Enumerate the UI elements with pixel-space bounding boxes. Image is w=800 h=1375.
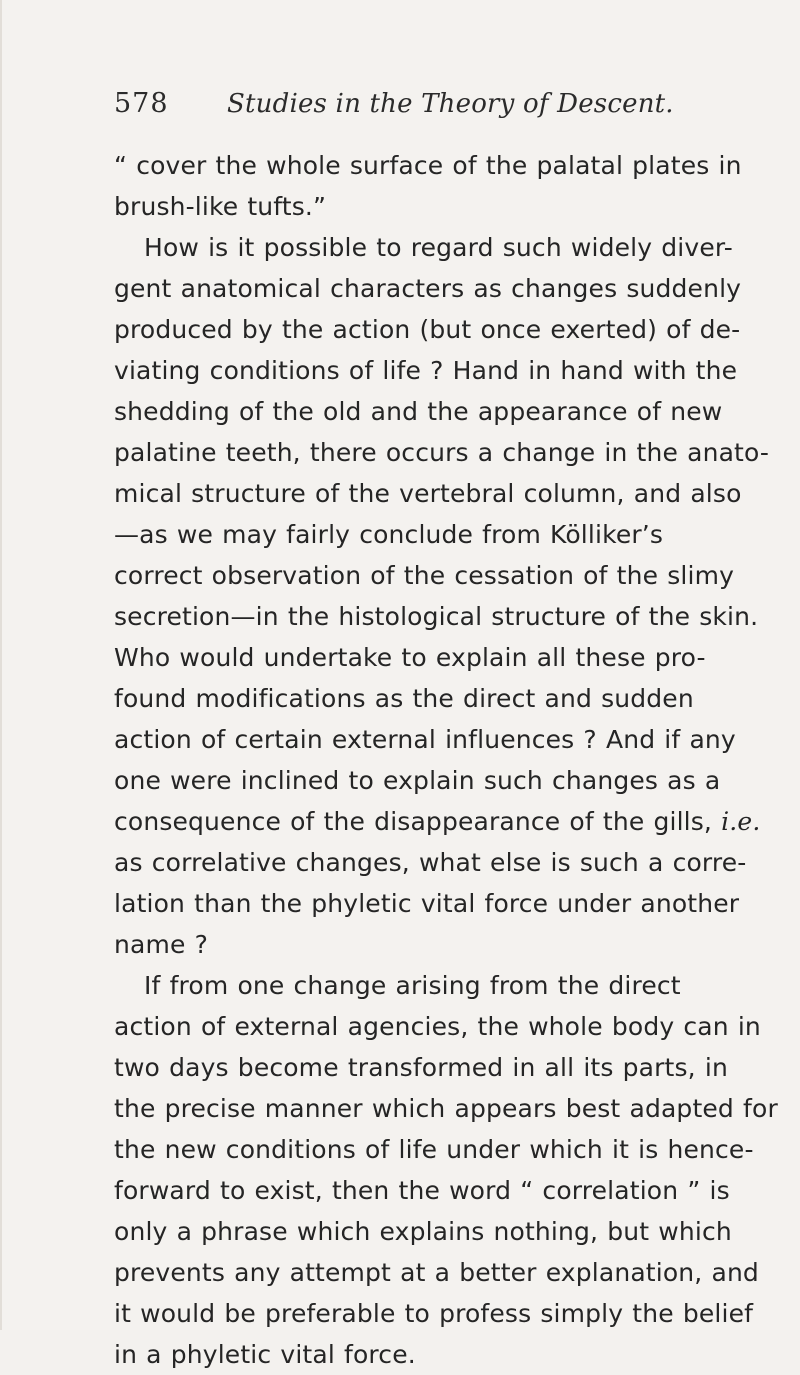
- text-line: one were inclined to explain such changes as a: [114, 766, 721, 795]
- text-line: gent anatomical characters as changes suddenly: [114, 274, 742, 303]
- text-line: lation than the phyletic vital force under another: [114, 889, 740, 918]
- text-line: produced by the action (but once exerted) of de-: [114, 315, 741, 344]
- text-line: forward to exist, then the word “ correlation ” is: [114, 1176, 730, 1205]
- text-line: action of external agencies, the whole body can in: [114, 1012, 761, 1041]
- text-line: viating conditions of life ? Hand in hand with the: [114, 356, 738, 385]
- text-line: mical structure of the vertebral column, and also: [114, 479, 742, 508]
- text-line: the precise manner which appears best adapted for: [114, 1094, 778, 1123]
- text-line: secretion—in the histological structure of the skin.: [114, 602, 759, 631]
- page-header: [114, 88, 734, 128]
- text-line: correct observation of the cessation of the slimy: [114, 561, 735, 590]
- running-title: Studies in the Theory of Descent.: [227, 89, 674, 119]
- text-line: in a phyletic vital force.: [114, 1340, 416, 1369]
- text-line: only a phrase which explains nothing, but which: [114, 1217, 732, 1246]
- page-edge: [0, 0, 2, 1330]
- italic-abbreviation: i.e.: [721, 807, 761, 836]
- text-line: it would be preferable to profess simply the belief: [114, 1299, 754, 1328]
- text-line: prevents any attempt at a better explanation, and: [114, 1258, 759, 1287]
- text-line: How is it possible to regard such widely diver-: [144, 233, 733, 262]
- text-line: found modifications as the direct and sudden: [114, 684, 694, 713]
- text-line: the new conditions of life under which it is hence-: [114, 1135, 754, 1164]
- text-line: as correlative changes, what else is such a corre-: [114, 848, 747, 877]
- text-line: name ?: [114, 930, 209, 959]
- text-line: “ cover the whole surface of the palatal plates in: [114, 151, 742, 180]
- text-line: —as we may fairly conclude from Kölliker’s: [114, 520, 664, 549]
- page-number: 578: [114, 88, 169, 119]
- text-line: action of certain external influences ? And if any: [114, 725, 736, 754]
- text-line: two days become transformed in all its parts, in: [114, 1053, 728, 1082]
- text-line: If from one change arising from the direct: [144, 971, 681, 1000]
- body-text: [114, 145, 778, 1375]
- text-line: palatine teeth, there occurs a change in the anato-: [114, 438, 770, 467]
- text-line: [114, 801, 761, 842]
- text-line: Who would undertake to explain all these pro-: [114, 643, 706, 672]
- text-line: shedding of the old and the appearance of new: [114, 397, 723, 426]
- text-line: brush-like tufts.”: [114, 192, 327, 221]
- text-segment: consequence of the disappearance of the gills,: [114, 807, 713, 836]
